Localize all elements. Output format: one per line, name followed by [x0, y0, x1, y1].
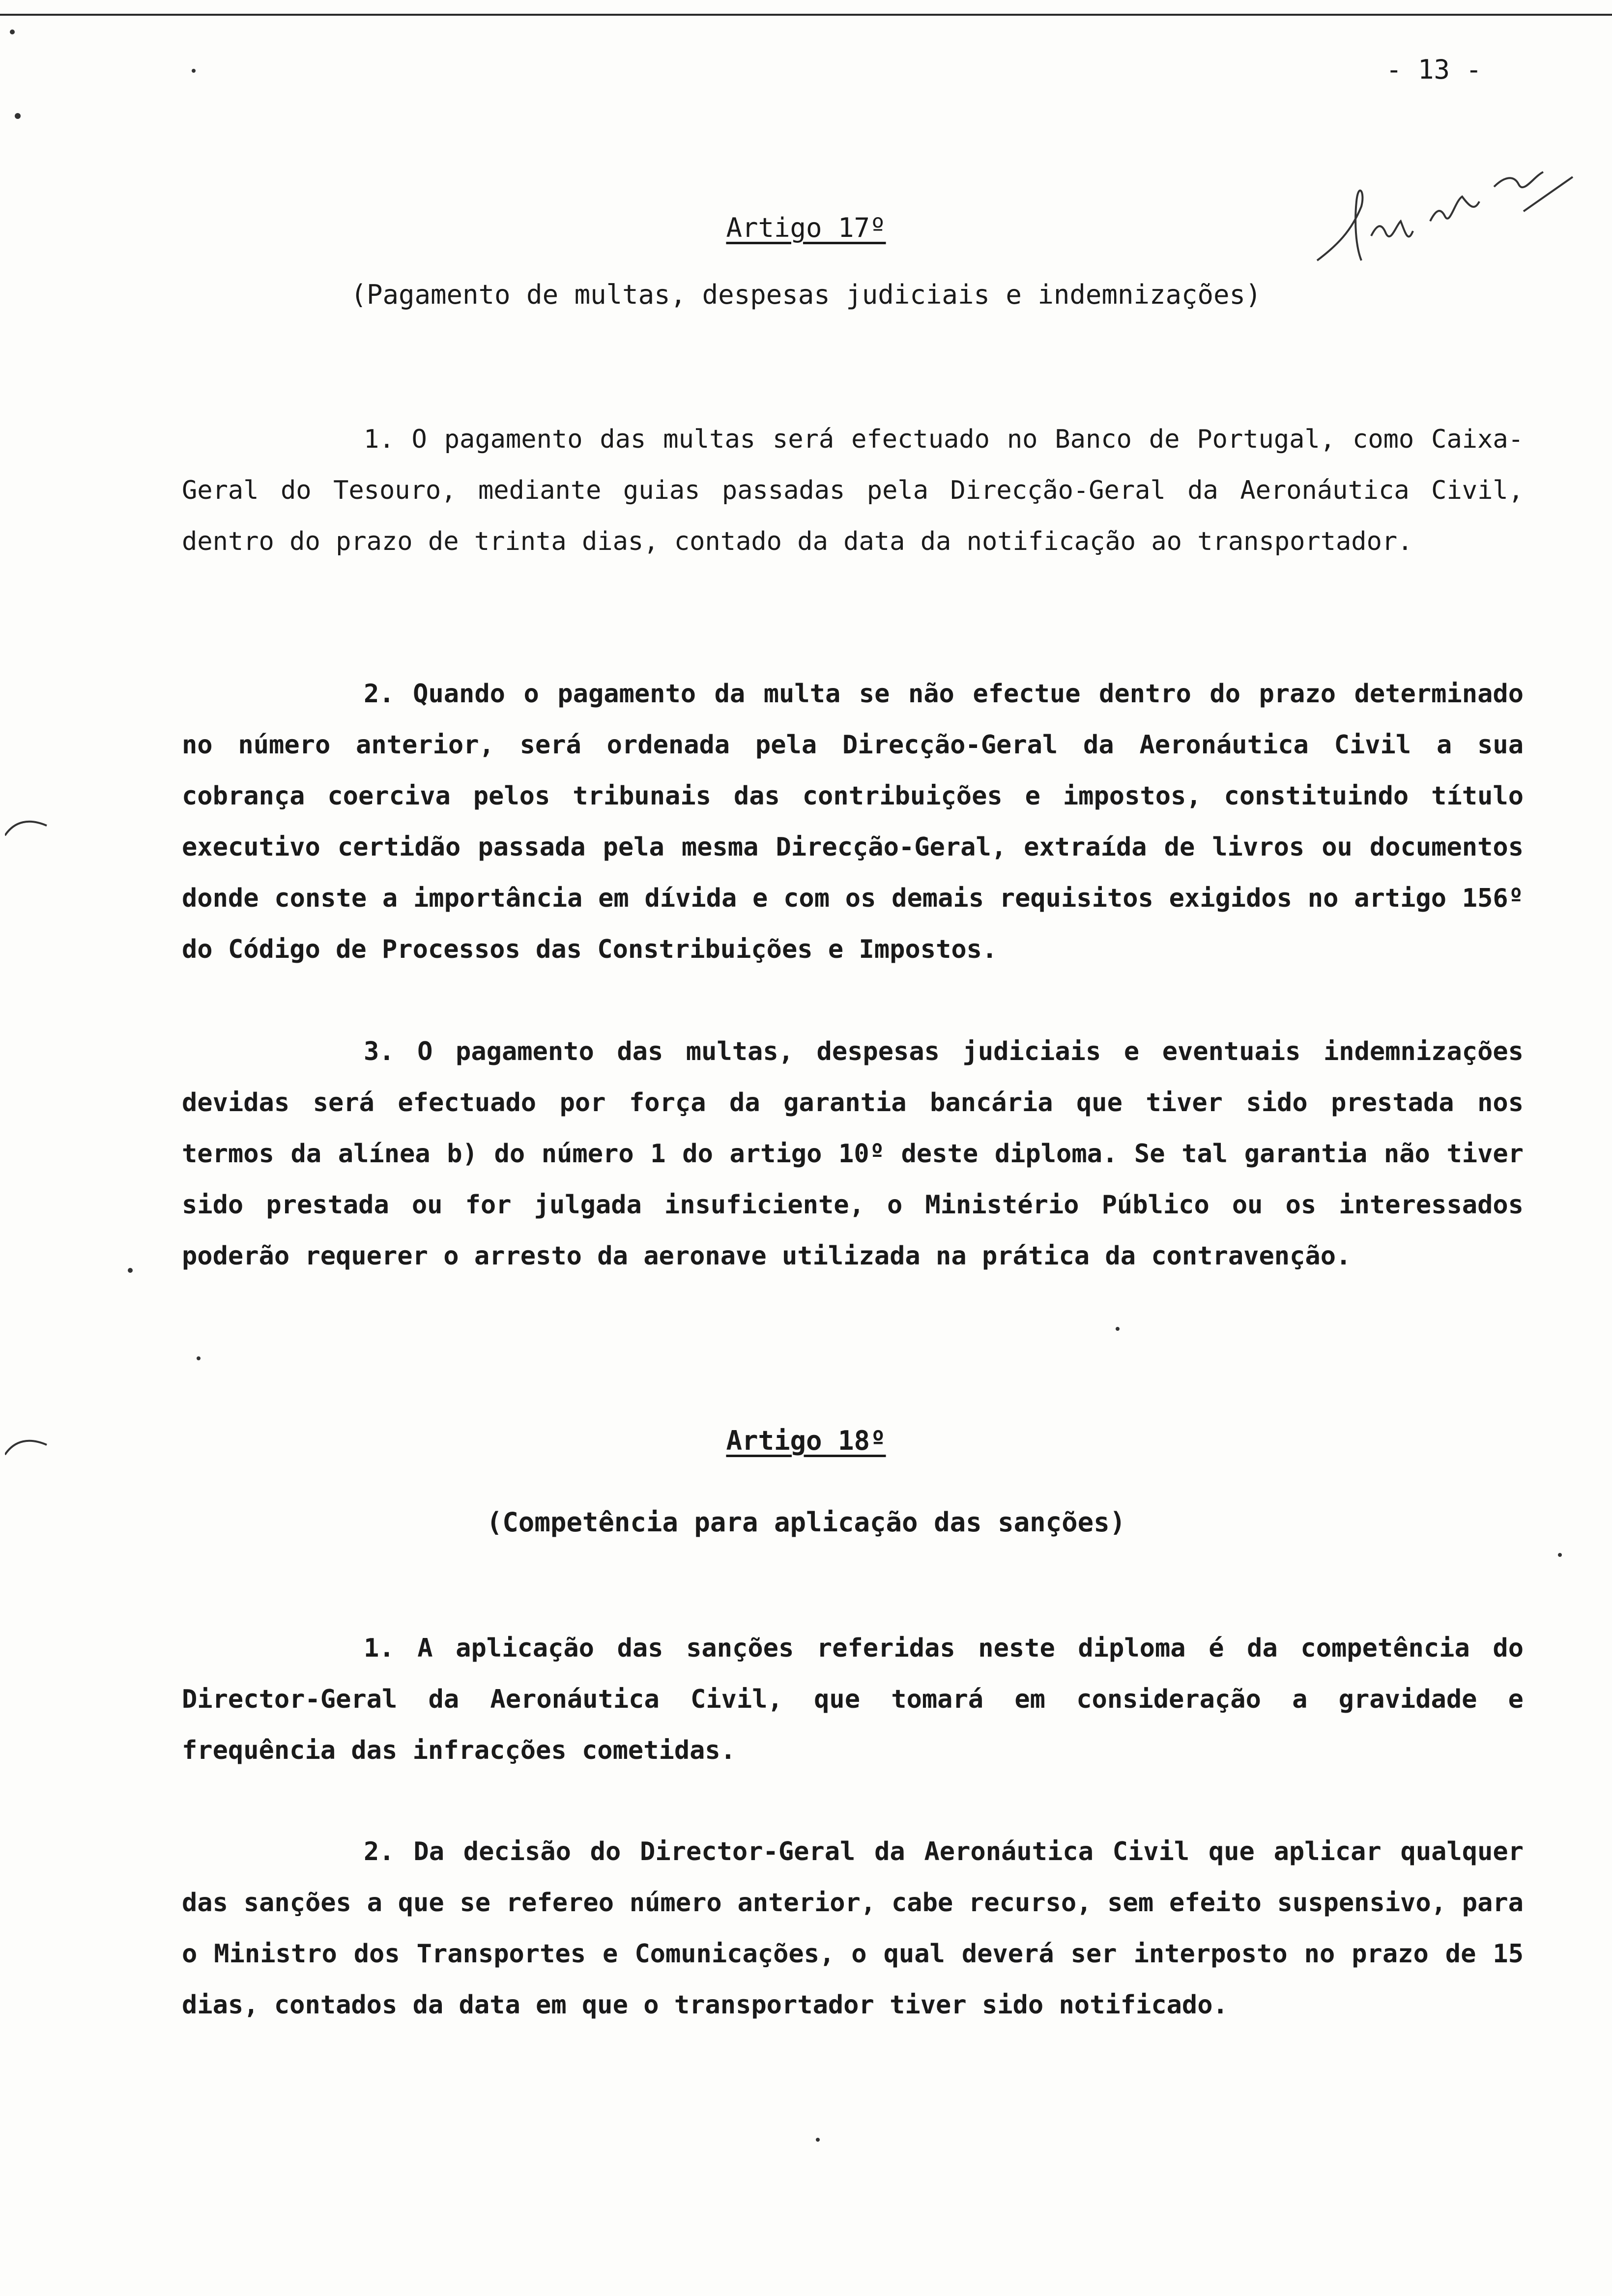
artigo-17-title [0, 212, 1612, 243]
artigo-17-paragraph-2: 2. Quando o pagamento da multa se não efectue dentro do prazo determinado no número anterior, será ordenada pela Direcção-Geral da Aeronáutica Civil a sua cobrança coerciva pelos tribunais das contribuições e impostos, constituindo título executivo certidão passada pela mesma Direcção-Geral, extraída de livros ou documentos donde conste a importância em dívida e com os demais requisitos exigidos no artigo 156º do Código de Processos das Constribuições e Impostos. [182, 679, 1524, 964]
margin-curve-mark [5, 816, 49, 845]
page-number: - 13 - [1386, 54, 1482, 85]
scan-speck [197, 1356, 201, 1360]
artigo-18-paragraph-1: 1. A aplicação das sanções referidas neste diploma é da competência do Director-Geral da Aeronáutica Civil, que tomará em consideração a gravidade e frequência das infracções cometidas. [182, 1634, 1524, 1765]
artigo-17-paragraph-1: 1. O pagamento das multas será efectuado no Banco de Portugal, como Caixa-Geral do Tesouro, mediante guias passadas pela Direcção-Geral da Aeronáutica Civil, dentro do prazo de trinta dias, contado da data da notificação ao transportador. [182, 425, 1524, 556]
artigo-18-title [0, 1425, 1612, 1456]
artigo-17-paragraph-3: 3. O pagamento das multas, despesas judiciais e eventuais indemnizações devidas será efectuado por força da garantia bancária que tiver sido prestada nos termos da alínea b) do número 1 do artigo 10º deste diploma. Se tal garantia não tiver sido prestada ou for julgada insuficiente, o Ministério Público ou os interessados poderão requerer o arresto da aeronave utilizada na prática da contravenção. [182, 1037, 1524, 1271]
scan-speck [15, 113, 21, 119]
scan-speck [192, 69, 196, 73]
artigo-18-subtitle: (Competência para aplicação das sanções) [486, 1507, 1126, 1538]
scan-speck [10, 29, 15, 34]
scan-speck [816, 2138, 820, 2142]
artigo-18-paragraph-2: 2. Da decisão do Director-Geral da Aeronáutica Civil que aplicar qualquer das sanções a que se refereo número anterior, cabe recurso, sem efeito suspensivo, para o Ministro dos Transportes e Comunicações, o qual deverá ser interposto no prazo de 15 dias, contados da data em que o transportador tiver sido notificado. [182, 1837, 1524, 2020]
artigo-17-title-text: Artigo 17º [726, 212, 886, 243]
scan-speck [1116, 1327, 1120, 1331]
top-border-line [0, 14, 1612, 16]
scan-speck [1558, 1553, 1562, 1557]
scan-speck [128, 1268, 133, 1273]
artigo-18-title-text: Artigo 18º [726, 1425, 886, 1456]
artigo-17-subtitle: (Pagamento de multas, despesas judiciais e indemnizações) [350, 279, 1262, 310]
margin-curve-mark [5, 1435, 49, 1464]
